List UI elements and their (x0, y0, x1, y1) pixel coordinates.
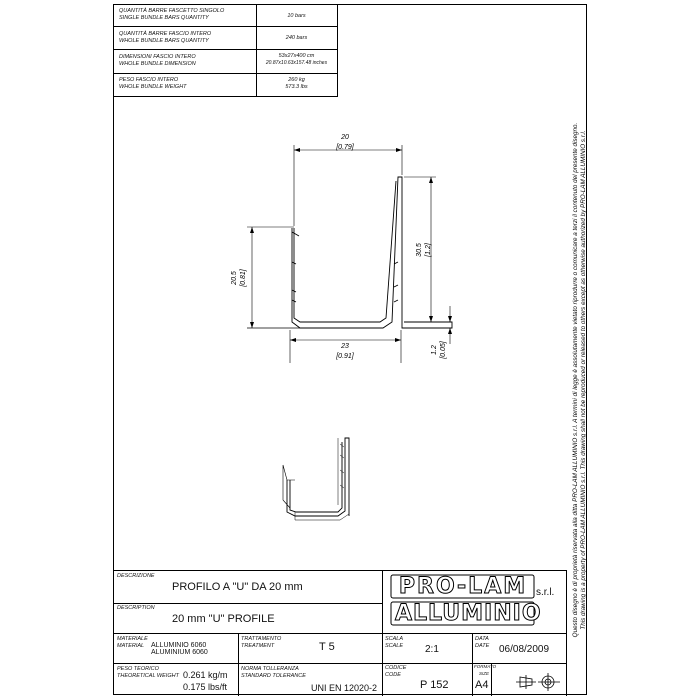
code-label-it: CODICE (385, 665, 407, 671)
dim-thickness: 1.2 (431, 345, 438, 355)
bundle-row-label-en: WHOLE BUNDLE BARS QUANTITY (119, 37, 209, 44)
tolerance-value: UNI EN 12020-2 (311, 683, 378, 693)
material-label (117, 636, 148, 649)
projection-symbol-icon (514, 671, 562, 693)
dimension-line-top (294, 145, 402, 226)
bundle-row-value-imperial: 573.3 lbs (285, 83, 308, 90)
format-label-en: SIZE (478, 670, 489, 676)
scale-label-it: SCALA (385, 636, 404, 642)
bundle-row-label-en: WHOLE BUNDLE DIMENSION (119, 60, 196, 67)
dim-right-height: 30.5 (416, 243, 423, 257)
material-english: ALUMINIUM 6060 (151, 649, 208, 656)
logo-prolam-text: PRO-LAM (398, 574, 528, 599)
bundle-row-value: 10 bars (287, 13, 306, 19)
format-value: A4 (475, 679, 489, 691)
bundle-row-value: 260 kg (288, 77, 305, 83)
bundle-row-label-it: QUANTITÀ BARRE FASCIO INTERO (119, 31, 212, 37)
dim-top-width-in: [0.79] (336, 144, 354, 151)
company-logo (385, 573, 565, 629)
code-value: P 152 (420, 679, 449, 691)
weight-label-en: THEORETICAL WEIGHT (117, 672, 179, 679)
scale-label (385, 636, 403, 649)
profile-preview (283, 438, 349, 520)
treatment-label-en: TREATMENT (241, 642, 275, 649)
scale-value: 2:1 (425, 644, 439, 655)
bundle-row-label-en: SINGLE BUNDLE BARS QUANTITY (119, 14, 209, 21)
dim-base-width-in: [0.91] (336, 353, 354, 360)
dim-left-height: 20.5 (231, 271, 238, 285)
dim-left-height-in: [0.81] (240, 269, 247, 287)
scale-label-en: SCALE (385, 642, 404, 649)
date-value: 06/08/2009 (499, 644, 550, 655)
material-label-en: MATERIAL (117, 642, 145, 649)
weight-imperial: 0.175 lbs/ft (183, 682, 228, 692)
bundle-row-value: 240 bars (285, 35, 308, 41)
weight-value (183, 669, 228, 693)
descrizione-label: DESCRIZIONE (117, 573, 155, 579)
bundle-row-label-it: QUANTITÀ BARRE FASCETTO SINGOLO (119, 8, 225, 14)
logo-alluminio-text: ALLUMINIO (395, 601, 542, 626)
legal-note-english: This drawing is a property of PRO-LAM ALLUMINIO s.r.l. This drawing shall not be reproduced or released to others except as otherwise authorized by PRO-LAM ALLUMINIO s.r.l. (580, 130, 587, 630)
format-label-it: FORMATO (474, 664, 497, 669)
description-english: 20 mm "U" PROFILE (172, 613, 275, 625)
description-italian: PROFILO A "U" DA 20 mm (172, 581, 303, 593)
description-label: DESCRIPTION (117, 605, 155, 611)
dim-base-width: 23 (341, 343, 349, 350)
code-label-en: CODE (385, 671, 401, 678)
bundle-row-label-en: WHOLE BUNDLE WEIGHT (119, 83, 187, 90)
material-value (151, 642, 208, 656)
logo-srl-text: s.r.l. (536, 587, 555, 598)
bundle-row-label-it: PESO FASCIO INTERO (119, 77, 179, 83)
treatment-label-it: TRATTAMENTO (241, 636, 282, 642)
date-label (475, 636, 489, 649)
dim-thickness-in: [0.05] (440, 341, 447, 359)
code-label (385, 665, 406, 678)
treatment-value: T 5 (319, 641, 335, 653)
weight-label-it: PESO TEORICO (117, 666, 159, 672)
dim-top-width: 20 (341, 134, 349, 141)
tolerance-label-it: NORMA TOLLERANZA (241, 666, 299, 672)
material-italian: ALLUMINIO 6060 (151, 642, 207, 649)
bundle-row-value: 53x27x400 cm (278, 53, 315, 59)
material-label-it: MATERIALE (117, 636, 148, 642)
tolerance-label (241, 666, 306, 679)
format-label (474, 664, 497, 677)
treatment-label (241, 636, 281, 649)
dim-right-height-in: [1.2] (425, 243, 432, 257)
bundle-row-label-it: DIMENSIONI FASCIO INTERO (119, 54, 196, 60)
bundle-row-value-imperial: 20.87x10.63x157.48 inches (265, 59, 328, 66)
weight-metric: 0.261 kg/m (183, 670, 228, 680)
weight-label (117, 666, 179, 679)
tolerance-label-en: STANDARD TOLERANCE (241, 672, 306, 679)
date-label-it: DATA (475, 636, 489, 642)
date-label-en: DATE (475, 642, 490, 649)
legal-note-italian: Questo disegno è di proprietà riservata alla ditta PRO-LAM ALLUMINIO s.r.l. A termini di legge è assolutamente vietato riprodurre o comunicare a terzi il contenuto del presente disegno. (572, 122, 579, 638)
